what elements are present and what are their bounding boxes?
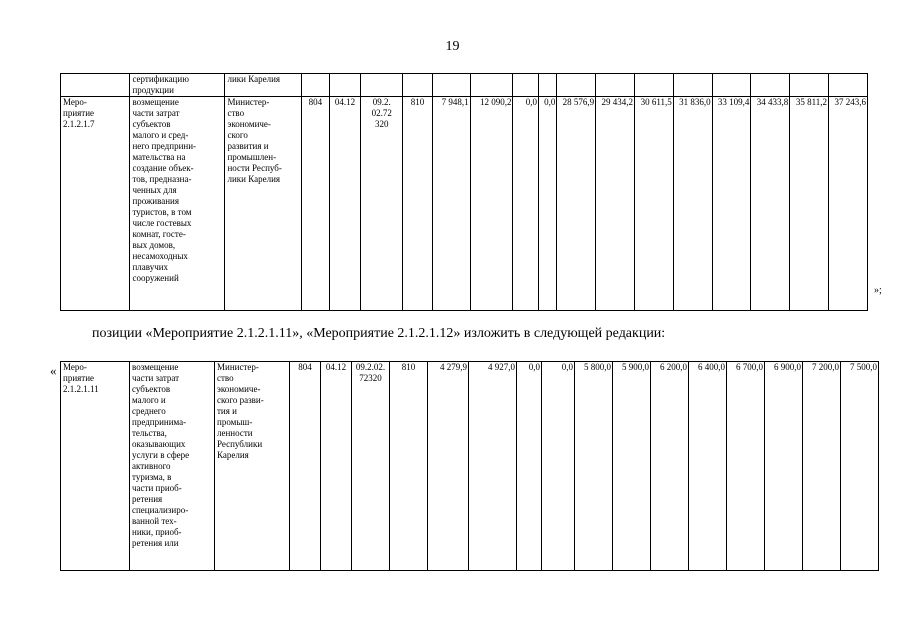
cell-value: [329, 74, 361, 97]
cell-value: 4 927,0: [469, 362, 517, 571]
cell-name: Меро- приятие 2.1.2.1.7: [61, 97, 130, 311]
cell-executor: Министер- ство экономиче- ского разви- тия и промыш- ленности Республики Карелия: [215, 362, 290, 571]
cell-value: 30 611,5: [634, 97, 673, 311]
cell-value: 35 811,2: [790, 97, 829, 311]
cell-value: [596, 74, 635, 97]
opening-quote-mark: «: [50, 363, 57, 378]
cell-value: 04.12: [321, 362, 352, 571]
closing-quote-mark: »;: [874, 285, 882, 296]
cell-value: 12 090,2: [470, 97, 513, 311]
cell-name: Меро- приятие 2.1.2.1.11: [61, 362, 130, 571]
cell-value: 6 400,0: [689, 362, 727, 571]
cell-value: [302, 74, 330, 97]
cell-value: 804: [290, 362, 321, 571]
cell-value: 0,0: [513, 97, 539, 311]
cell-description: возмещение части затрат субъектов малого и среднего предпринима- тельства, оказывающих услуги в сфере активного туризма, в части приоб- ретения специализиро- ванной тех- ники, приоб- ретения или: [130, 362, 215, 571]
cell-value: 0,0: [542, 362, 575, 571]
cell-value: [751, 74, 790, 97]
cell-value: [513, 74, 539, 97]
cell-value: [432, 74, 470, 97]
cell-value: [829, 74, 868, 97]
cell-value: 29 434,2: [596, 97, 635, 311]
cell-value: [470, 74, 513, 97]
cell-value: [403, 74, 433, 97]
cell-value: 810: [390, 362, 428, 571]
instruction-text: позиции «Мероприятие 2.1.2.1.11», «Мероприятие 2.1.2.1.12» изложить в следующей редакции:: [92, 326, 666, 341]
cell-value: [634, 74, 673, 97]
cell-value: 37 243,6: [829, 97, 868, 311]
cell-description: сертификацию продукции: [130, 74, 225, 97]
cell-value: [538, 74, 556, 97]
table-row: [61, 74, 868, 97]
cell-value: [557, 74, 596, 97]
cell-value: 33 109,4: [712, 97, 751, 311]
cell-description: возмещение части затрат субъектов малого и сред- него предприни- мательства на создание объек- тов, предназна- ченных для проживания туристов, в том числе гостевых комнат, госте- вых домов, несамоходных плавучих сооружений: [130, 97, 225, 311]
cell-value: 6 200,0: [651, 362, 689, 571]
cell-value: 804: [302, 97, 330, 311]
cell-value: 7 948,1: [432, 97, 470, 311]
cell-value: [790, 74, 829, 97]
cell-value: 6 900,0: [765, 362, 803, 571]
cell-value: 28 576,9: [557, 97, 596, 311]
cell-value: 31 836,0: [673, 97, 712, 311]
cell-value: 7 200,0: [803, 362, 841, 571]
table-row: [61, 97, 868, 311]
cell-executor: Министер- ство экономиче- ского развития и промышлен- ности Респуб- лики Карелия: [225, 97, 302, 311]
cell-value: 6 700,0: [727, 362, 765, 571]
cell-value: 0,0: [517, 362, 542, 571]
table-row: [61, 362, 879, 571]
cell-value: 5 800,0: [575, 362, 613, 571]
page-number: 19: [445, 39, 460, 54]
cell-value: [673, 74, 712, 97]
cell-name: [61, 74, 130, 97]
cell-value: 5 900,0: [613, 362, 651, 571]
cell-value: 34 433,8: [751, 97, 790, 311]
cell-value: 0,0: [538, 97, 556, 311]
cell-value: 04.12: [329, 97, 361, 311]
cell-value: 09.2. 02.72 320: [361, 97, 403, 311]
table-2: [60, 361, 879, 571]
cell-value: [361, 74, 403, 97]
cell-value: 7 500,0: [841, 362, 879, 571]
table-1: [60, 73, 868, 311]
cell-value: 09.2.02. 72320: [352, 362, 390, 571]
cell-value: 810: [403, 97, 433, 311]
cell-executor: лики Карелия: [225, 74, 302, 97]
cell-value: 4 279,9: [428, 362, 469, 571]
cell-value: [712, 74, 751, 97]
